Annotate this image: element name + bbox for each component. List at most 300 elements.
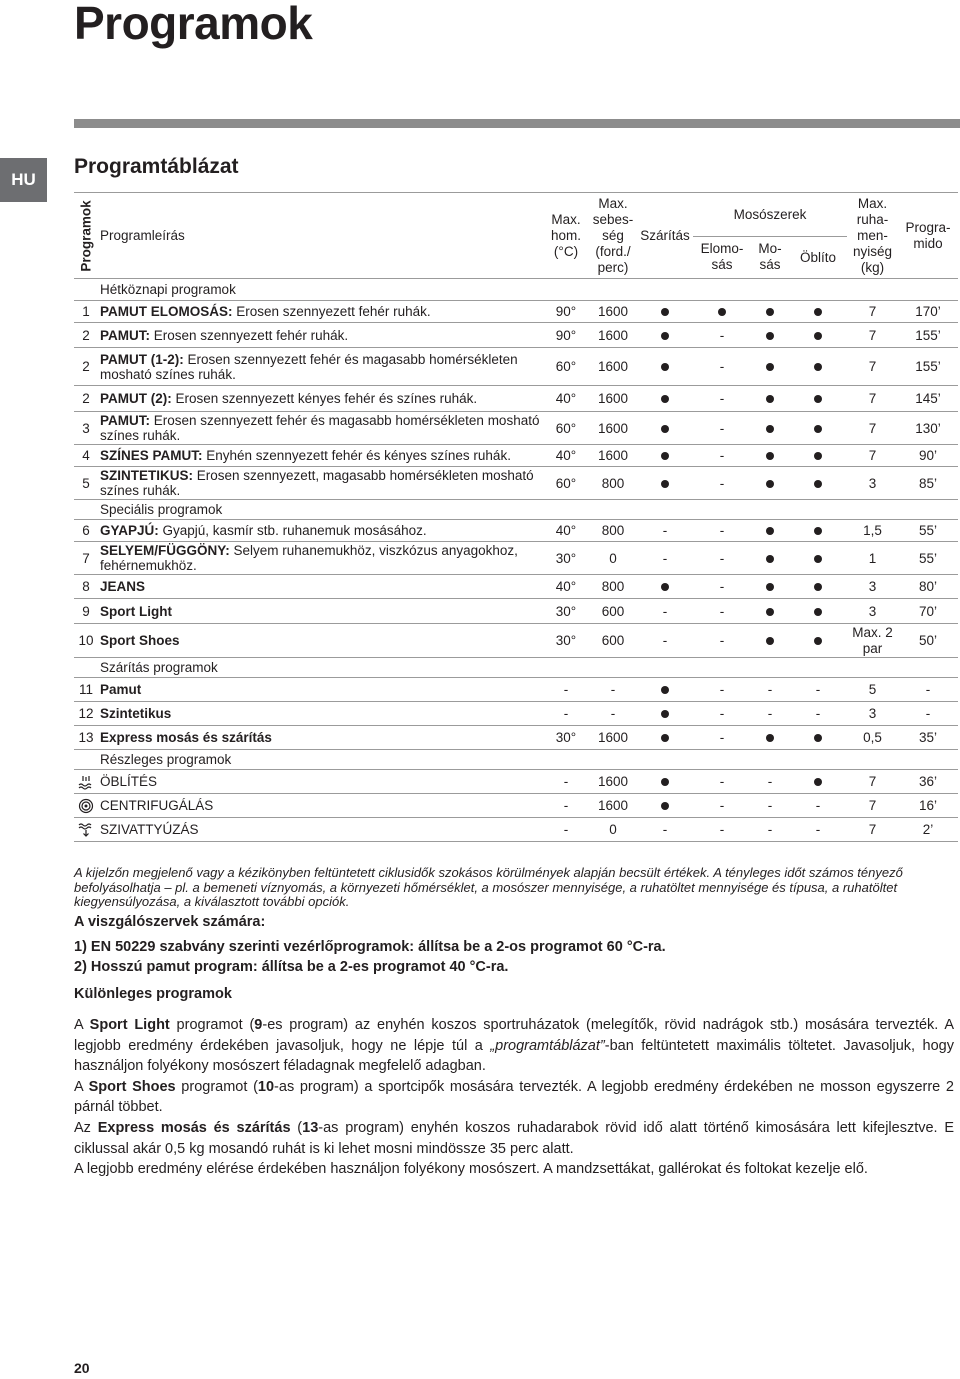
time-cell: 90’	[898, 445, 958, 467]
temp-cell: -	[543, 770, 589, 794]
load-cell: Max. 2 par	[847, 624, 898, 658]
load-cell: 3	[847, 467, 898, 500]
temp-cell: -	[543, 818, 589, 842]
dot-icon	[766, 637, 774, 645]
section-title: Programtáblázat	[74, 155, 239, 178]
table-row	[74, 678, 958, 702]
program-name: SZÍNES PAMUT:	[100, 448, 203, 463]
program-number: 2	[74, 323, 98, 348]
rinse-cell: -	[789, 794, 847, 818]
wash-cell	[751, 301, 789, 323]
program-description	[98, 323, 543, 348]
table-row	[74, 702, 958, 726]
dot-icon	[814, 608, 822, 616]
table-row	[74, 624, 958, 658]
rinse-cell: -	[789, 818, 847, 842]
language-tab: HU	[0, 158, 47, 202]
program-description	[98, 575, 543, 599]
program-description	[98, 445, 543, 467]
prewash-cell: -	[693, 794, 751, 818]
program-description	[98, 542, 543, 575]
program-description	[98, 467, 543, 500]
program-description	[98, 770, 543, 794]
drying-cell: -	[637, 624, 693, 658]
group-header-spacer	[74, 500, 98, 520]
load-cell: 7	[847, 412, 898, 445]
program-description	[98, 386, 543, 412]
time-cell: 155’	[898, 323, 958, 348]
speed-cell: 1600	[589, 794, 637, 818]
dot-icon	[661, 425, 669, 433]
drying-cell	[637, 726, 693, 750]
program-detail: Erosen szennyezett fehér ruhák.	[232, 304, 431, 319]
group-header-label: Hétköznapi programok	[98, 279, 958, 301]
group-header	[74, 279, 958, 301]
header-duration: Progra-mido	[898, 193, 958, 279]
drying-cell: -	[637, 599, 693, 624]
temp-cell: -	[543, 794, 589, 818]
rinse-cell	[789, 599, 847, 624]
dot-icon	[814, 425, 822, 433]
table-row	[74, 301, 958, 323]
load-cell: 7	[847, 386, 898, 412]
dot-icon	[814, 452, 822, 460]
dot-icon	[661, 480, 669, 488]
lab-heading: A viszgálószervek számára:	[74, 914, 266, 930]
drying-cell	[637, 323, 693, 348]
dot-icon	[766, 480, 774, 488]
drying-cell	[637, 794, 693, 818]
program-name: SELYEM/FÜGGÖNY:	[100, 543, 230, 558]
program-name: PAMUT:	[100, 413, 150, 428]
dot-icon	[766, 332, 774, 340]
rinse-cell	[789, 412, 847, 445]
dot-icon	[661, 686, 669, 694]
speed-cell: 600	[589, 624, 637, 658]
rinse-cell	[789, 386, 847, 412]
wash-cell: -	[751, 678, 789, 702]
program-number: 9	[74, 599, 98, 624]
prewash-cell: -	[693, 445, 751, 467]
drying-cell: -	[637, 542, 693, 575]
wash-cell	[751, 575, 789, 599]
speed-cell: 800	[589, 467, 637, 500]
program-detail: Erosen szennyezett fehér és magasabb homérsékleten mosható színes ruhák.	[100, 351, 518, 382]
rinse-cell	[789, 301, 847, 323]
prewash-cell: -	[693, 467, 751, 500]
program-number: 10	[74, 624, 98, 658]
drain-icon	[74, 818, 98, 842]
time-cell: 170’	[898, 301, 958, 323]
dot-icon	[814, 555, 822, 563]
dot-icon	[766, 395, 774, 403]
program-detail: Erosen szennyezett kényes fehér és színes ruhák.	[171, 391, 478, 406]
speed-cell: 600	[589, 599, 637, 624]
special-programs-heading: Különleges programok	[74, 986, 232, 1002]
temp-cell: 90°	[543, 301, 589, 323]
dot-icon	[661, 308, 669, 316]
dot-icon	[814, 637, 822, 645]
prewash-cell: -	[693, 678, 751, 702]
wash-cell	[751, 542, 789, 575]
load-cell: 7	[847, 348, 898, 386]
temp-cell: 60°	[543, 348, 589, 386]
dot-icon	[814, 308, 822, 316]
temp-cell: 90°	[543, 323, 589, 348]
program-description	[98, 301, 543, 323]
time-cell: -	[898, 678, 958, 702]
table-row	[74, 467, 958, 500]
time-cell: 2’	[898, 818, 958, 842]
time-cell: 35’	[898, 726, 958, 750]
drying-cell: -	[637, 818, 693, 842]
program-detail: Selyem ruhanemukhöz, viszkózus anyagokhoz, fehérnemukhöz.	[100, 543, 518, 573]
wash-cell	[751, 520, 789, 542]
rinse-cell	[789, 445, 847, 467]
special-programs-text	[74, 1015, 954, 1180]
temp-cell: 40°	[543, 386, 589, 412]
drying-cell: -	[637, 520, 693, 542]
rinse-cell	[789, 770, 847, 794]
group-header-label: Szárítás programok	[98, 658, 958, 678]
page-number: 20	[74, 1360, 90, 1376]
program-detail: Gyapjú, kasmír stb. ruhanemuk mosásához.	[158, 523, 427, 538]
temp-cell: 30°	[543, 726, 589, 750]
prewash-cell	[693, 301, 751, 323]
header-programs: Programok	[74, 193, 98, 279]
program-number: 7	[74, 542, 98, 575]
speed-cell: 0	[589, 542, 637, 575]
prewash-cell: -	[693, 386, 751, 412]
temp-cell: -	[543, 702, 589, 726]
table-row	[74, 818, 958, 842]
group-header	[74, 658, 958, 678]
program-number: 4	[74, 445, 98, 467]
rinse-cell	[789, 542, 847, 575]
dot-icon	[814, 778, 822, 786]
speed-cell: 1600	[589, 323, 637, 348]
time-cell: 50’	[898, 624, 958, 658]
program-name: PAMUT (2):	[100, 391, 172, 406]
wash-cell	[751, 624, 789, 658]
wash-cell	[751, 599, 789, 624]
rinse-cell	[789, 726, 847, 750]
program-number: 2	[74, 348, 98, 386]
rinse-cell	[789, 520, 847, 542]
dot-icon	[766, 363, 774, 371]
footnote: A kijelzőn megjelenő vagy a kézikönyben feltüntetett ciklusidők szokásos körülmények alapján becsült értékek. A tényleges időt számos tényező befolyásolhatja – pl. a bemeneti víznyomás, a környezeti hőmérséklet, a mosószer mennyisége, a ruhatöltet mennyisége és típusa, a ruhatöltet kiegyensúlyozása, a kiválasztott további opciók.	[74, 865, 903, 909]
program-description	[98, 348, 543, 386]
drying-cell	[637, 678, 693, 702]
speed-cell: -	[589, 702, 637, 726]
paragraph-sport-light: A Sport Light programot (9-es program) az enyhén koszos sportruházatok (melegítők, rövid nadrágok stb.) mosására tervezték. A legjobb eredmény érdekében javasoljuk, hogy ne lépje túl a „programtáblázat”-ban feltüntetett maximális töltetet. Javasoljuk, hogy használjon folyékony mosószert féladagnak megfelelő adagban.	[74, 1017, 954, 1075]
program-detail: Erosen szennyezett fehér ruhák.	[150, 327, 349, 343]
program-label: ÖBLÍTÉS	[100, 774, 158, 789]
lab-line-1: 1) EN 50229 szabvány szerinti vezérlőprogramok: állítsa be a 2-os programot 60 °C-ra.	[74, 939, 666, 955]
program-detail: Enyhén szennyezett fehér és kényes színes ruhák.	[202, 448, 511, 463]
temp-cell: 30°	[543, 542, 589, 575]
wash-cell	[751, 412, 789, 445]
drying-cell	[637, 386, 693, 412]
speed-cell: 1600	[589, 348, 637, 386]
dot-icon	[814, 527, 822, 535]
prewash-cell: -	[693, 542, 751, 575]
program-description	[98, 599, 543, 624]
temp-cell: 40°	[543, 520, 589, 542]
prewash-cell: -	[693, 818, 751, 842]
program-number: 6	[74, 520, 98, 542]
program-description	[98, 702, 543, 726]
dot-icon	[766, 734, 774, 742]
table-row	[74, 386, 958, 412]
rinse-cell	[789, 467, 847, 500]
drying-cell	[637, 412, 693, 445]
temp-cell: 60°	[543, 412, 589, 445]
group-header-label: Részleges programok	[98, 750, 958, 770]
speed-cell: 1600	[589, 412, 637, 445]
dot-icon	[661, 332, 669, 340]
prewash-cell: -	[693, 575, 751, 599]
time-cell: 16’	[898, 794, 958, 818]
wash-cell: -	[751, 794, 789, 818]
program-name: PAMUT:	[100, 327, 150, 343]
table-row	[74, 770, 958, 794]
speed-cell: 0	[589, 818, 637, 842]
dot-icon	[661, 802, 669, 810]
wash-cell: -	[751, 818, 789, 842]
wash-cell: -	[751, 702, 789, 726]
rinse-cell	[789, 624, 847, 658]
dot-icon	[718, 308, 726, 316]
program-description	[98, 520, 543, 542]
program-name: PAMUT (1-2):	[100, 351, 184, 367]
dot-icon	[661, 583, 669, 591]
speed-cell: 1600	[589, 726, 637, 750]
program-description	[98, 818, 543, 842]
time-cell: 85’	[898, 467, 958, 500]
dot-icon	[766, 308, 774, 316]
dot-icon	[814, 734, 822, 742]
prewash-cell: -	[693, 323, 751, 348]
prewash-cell: -	[693, 412, 751, 445]
time-cell: 130’	[898, 412, 958, 445]
program-description	[98, 726, 543, 750]
dot-icon	[766, 583, 774, 591]
temp-cell: 30°	[543, 624, 589, 658]
spin-icon	[74, 794, 98, 818]
dot-icon	[766, 452, 774, 460]
dot-icon	[814, 395, 822, 403]
rinse-cell: -	[789, 678, 847, 702]
speed-cell: 1600	[589, 386, 637, 412]
temp-cell: 40°	[543, 575, 589, 599]
wash-cell	[751, 726, 789, 750]
prewash-cell: -	[693, 726, 751, 750]
drying-cell	[637, 301, 693, 323]
dot-icon	[661, 734, 669, 742]
time-cell: 70’	[898, 599, 958, 624]
program-number: 11	[74, 678, 98, 702]
time-cell: 55’	[898, 520, 958, 542]
rinse-cell	[789, 575, 847, 599]
drying-cell	[637, 702, 693, 726]
dot-icon	[661, 710, 669, 718]
load-cell: 7	[847, 818, 898, 842]
table-row	[74, 726, 958, 750]
group-header-spacer	[74, 658, 98, 678]
program-name: Pamut	[100, 682, 142, 697]
program-label: CENTRIFUGÁLÁS	[100, 798, 214, 813]
temp-cell: 30°	[543, 599, 589, 624]
program-name: Sport Shoes	[100, 633, 180, 648]
wash-cell: -	[751, 770, 789, 794]
speed-cell: 1600	[589, 445, 637, 467]
wash-cell	[751, 467, 789, 500]
program-name: Express mosás és szárítás	[100, 730, 272, 745]
prewash-cell: -	[693, 770, 751, 794]
title-divider	[74, 119, 960, 128]
dot-icon	[661, 395, 669, 403]
time-cell: -	[898, 702, 958, 726]
table-row	[74, 542, 958, 575]
load-cell: 1,5	[847, 520, 898, 542]
group-header-label: Speciális programok	[98, 500, 958, 520]
dot-icon	[661, 778, 669, 786]
load-cell: 7	[847, 794, 898, 818]
program-number: 1	[74, 301, 98, 323]
dot-icon	[766, 608, 774, 616]
dot-icon	[766, 527, 774, 535]
speed-cell: 1600	[589, 301, 637, 323]
group-header-spacer	[74, 279, 98, 301]
table-row	[74, 412, 958, 445]
lab-line-2: 2) Hosszú pamut program: állítsa be a 2-es programot 40 °C-ra.	[74, 959, 509, 975]
prewash-cell: -	[693, 599, 751, 624]
group-header-spacer	[74, 750, 98, 770]
program-description	[98, 678, 543, 702]
load-cell: 7	[847, 301, 898, 323]
speed-cell: -	[589, 678, 637, 702]
dot-icon	[814, 363, 822, 371]
program-name: Sport Light	[100, 603, 172, 619]
table-row	[74, 575, 958, 599]
dot-icon	[661, 363, 669, 371]
program-detail: Erosen szennyezett, magasabb homérsékleten mosható színes ruhák.	[100, 468, 534, 498]
table-row	[74, 445, 958, 467]
time-cell: 80’	[898, 575, 958, 599]
time-cell: 145’	[898, 386, 958, 412]
speed-cell: 800	[589, 575, 637, 599]
program-name: SZINTETIKUS:	[100, 468, 193, 483]
load-cell: 0,5	[847, 726, 898, 750]
wash-cell	[751, 445, 789, 467]
rinse-cell	[789, 323, 847, 348]
program-description	[98, 794, 543, 818]
program-number: 8	[74, 575, 98, 599]
rinse-cell: -	[789, 702, 847, 726]
program-name: PAMUT ELOMOSÁS:	[100, 304, 233, 319]
dot-icon	[766, 425, 774, 433]
table-row	[74, 794, 958, 818]
dot-icon	[814, 332, 822, 340]
wash-cell	[751, 323, 789, 348]
time-cell: 55’	[898, 542, 958, 575]
load-cell: 3	[847, 702, 898, 726]
paragraph-detergent-tip: A legjobb eredmény elérése érdekében használjon folyékony mosószert. A mandzsettákat, gallérokat és foltokat kezelje elő.	[74, 1161, 868, 1178]
drying-cell	[637, 575, 693, 599]
drying-cell	[637, 445, 693, 467]
paragraph-express: Az Express mosás és szárítás (13-as program) enyhén koszos ruhadarabok rövid idő alatt történő kimosására lett kifejlesztve. E ciklussal akár 0,5 kg mosandó ruhát is ki lehet mosni mindössze 35 perc alatt.	[74, 1119, 955, 1157]
load-cell: 7	[847, 770, 898, 794]
load-cell: 1	[847, 542, 898, 575]
header-max-temp: Max. hom. (°C)	[543, 193, 589, 279]
program-description	[98, 624, 543, 658]
table-row	[74, 323, 958, 348]
program-detail: Erosen szennyezett fehér és magasabb homérsékleten mosható színes ruhák.	[100, 413, 540, 443]
program-label: SZIVATTYÚZÁS	[100, 822, 199, 837]
header-detergents: Mosószerek	[693, 193, 847, 237]
program-number: 5	[74, 467, 98, 500]
program-number: 12	[74, 702, 98, 726]
load-cell: 7	[847, 323, 898, 348]
rinse-cell	[789, 348, 847, 386]
prewash-cell: -	[693, 348, 751, 386]
dot-icon	[814, 480, 822, 488]
table-row	[74, 520, 958, 542]
prewash-cell: -	[693, 702, 751, 726]
prewash-cell: -	[693, 624, 751, 658]
program-number: 13	[74, 726, 98, 750]
header-prewash: Elomo-sás	[693, 236, 751, 279]
header-rinse: Öblíto	[789, 236, 847, 279]
load-cell: 5	[847, 678, 898, 702]
header-max-load: Max. ruha-men-nyiség (kg)	[847, 193, 898, 279]
program-number: 2	[74, 386, 98, 412]
program-number: 3	[74, 412, 98, 445]
temp-cell: 60°	[543, 467, 589, 500]
dot-icon	[766, 555, 774, 563]
rinse-icon	[74, 770, 98, 794]
table-row	[74, 599, 958, 624]
group-header	[74, 500, 958, 520]
program-table	[74, 192, 958, 842]
speed-cell: 1600	[589, 770, 637, 794]
program-name: JEANS	[100, 579, 146, 594]
group-header	[74, 750, 958, 770]
load-cell: 7	[847, 445, 898, 467]
time-cell: 36’	[898, 770, 958, 794]
table-row	[74, 348, 958, 386]
dot-icon	[814, 583, 822, 591]
temp-cell: -	[543, 678, 589, 702]
header-description: Programleírás	[98, 193, 543, 279]
drying-cell	[637, 348, 693, 386]
temp-cell: 40°	[543, 445, 589, 467]
header-max-speed: Max. sebes-ség (ford./ perc)	[589, 193, 637, 279]
wash-cell	[751, 348, 789, 386]
header-wash: Mo-sás	[751, 236, 789, 279]
paragraph-sport-shoes: A Sport Shoes programot (10-as program) a sportcipők mosására tervezték. A legjobb eredmény érdekében ne mosson egyszerre 2 párnál többet.	[74, 1078, 954, 1116]
dot-icon	[661, 452, 669, 460]
wash-cell	[751, 386, 789, 412]
header-drying: Szárítás	[637, 193, 693, 279]
program-name: Szintetikus	[100, 706, 172, 721]
load-cell: 3	[847, 575, 898, 599]
drying-cell	[637, 770, 693, 794]
speed-cell: 800	[589, 520, 637, 542]
time-cell: 155’	[898, 348, 958, 386]
prewash-cell: -	[693, 520, 751, 542]
